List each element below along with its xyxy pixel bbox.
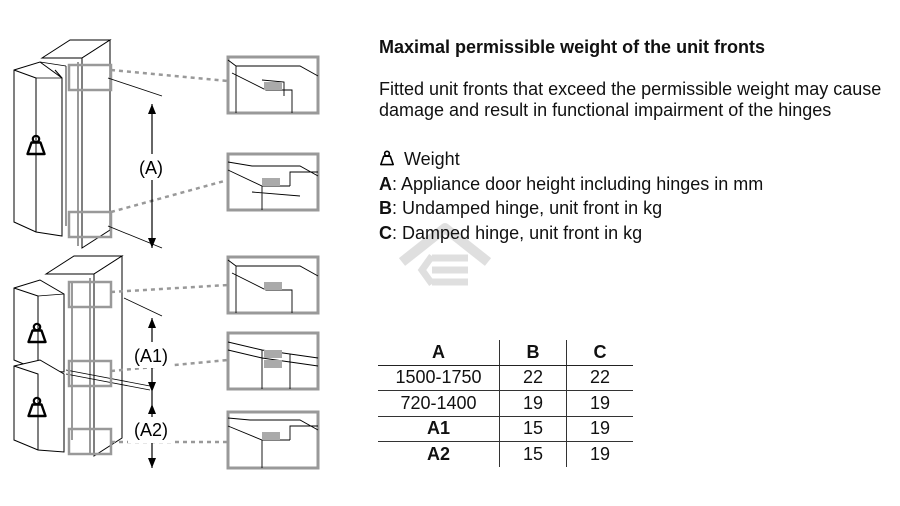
hinge-detail-1 [228, 257, 318, 313]
cell-c: 19 [567, 416, 634, 442]
column-header-a: A [378, 340, 500, 365]
single-door-appliance [14, 40, 228, 248]
cell-b: 19 [500, 391, 567, 417]
cell-c: 19 [567, 442, 634, 467]
dimension-label-a2: (A2) [133, 420, 169, 440]
cell-c: 22 [567, 365, 634, 391]
column-header-c: C [567, 340, 634, 365]
cell-a: 1500-1750 [378, 365, 500, 391]
cell-a: A1 [378, 416, 500, 442]
legend-text: Undamped hinge, unit front in kg [402, 198, 663, 218]
cell-c: 19 [567, 391, 634, 417]
table-row [378, 391, 633, 417]
legend [379, 147, 763, 245]
legend-sep: : [392, 198, 398, 218]
legend-item-c [379, 221, 763, 246]
cell-b: 22 [500, 365, 567, 391]
cell-a: A2 [426, 443, 450, 464]
legend-sep: : [392, 173, 398, 194]
legend-item-a [379, 172, 763, 197]
cell-a: 720-1400 [378, 391, 500, 417]
cell-b: 15 [500, 416, 567, 442]
legend-text: Damped hinge, unit front in kg [402, 222, 643, 243]
cell-b: 15 [500, 442, 567, 467]
legend-key: A [379, 173, 392, 194]
legend-key: B [379, 198, 392, 218]
weight-icon [379, 150, 395, 166]
hinge-detail-lower [228, 154, 318, 210]
legend-key: C [379, 222, 392, 243]
hinge-detail-3 [228, 412, 318, 468]
description-text: Fitted unit fronts that exceed the permissible weight may cause damage and result in functional impairment of the hinges [379, 79, 882, 120]
legend-sep: : [392, 222, 398, 243]
hinge-detail-2 [228, 333, 318, 389]
page-heading: Maximal permissible weight of the unit fronts [379, 37, 766, 57]
dimension-label-a1: (A1) [133, 346, 169, 366]
hinge-detail-upper [228, 57, 318, 113]
table-row [378, 416, 633, 442]
legend-text: Appliance door height including hinges in mm [401, 173, 764, 194]
table-header-row [378, 340, 633, 365]
weight-table [378, 340, 633, 467]
legend-item-weight [379, 147, 763, 172]
two-door-appliance [14, 256, 228, 468]
table-row [378, 442, 633, 467]
column-header-b: B [500, 340, 567, 365]
legend-item-b [379, 196, 763, 221]
table-row [378, 365, 633, 391]
legend-text: Weight [404, 149, 460, 169]
dimension-label-a: (A) [139, 158, 163, 178]
